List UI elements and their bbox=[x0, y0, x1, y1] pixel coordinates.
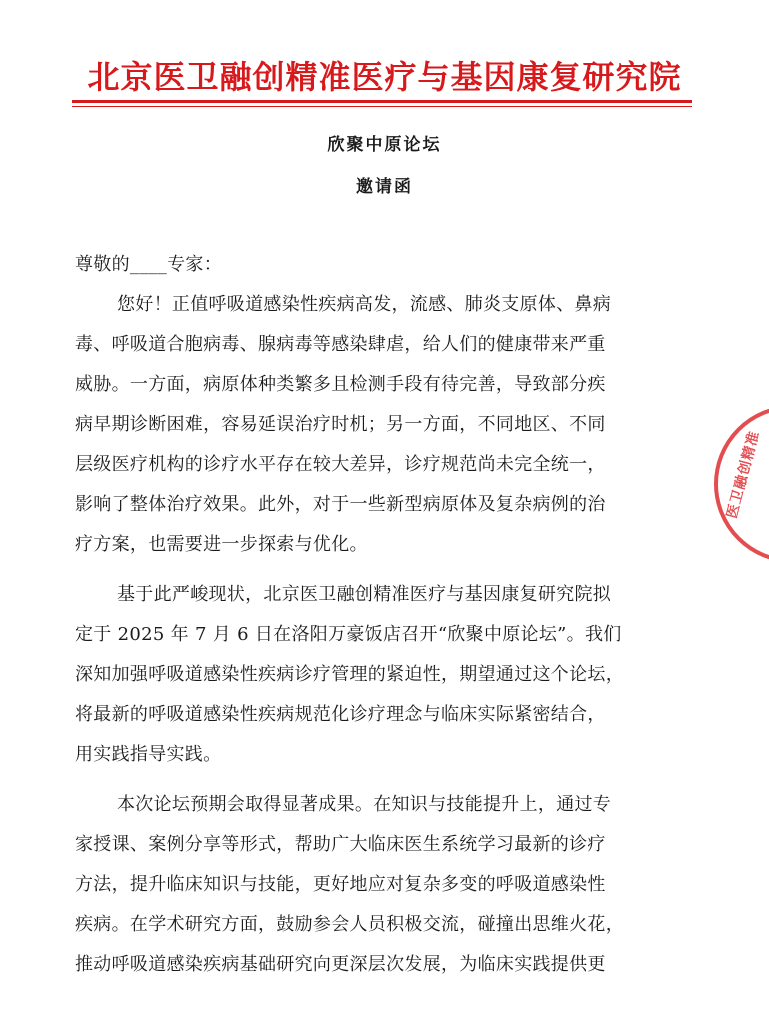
paragraph-2-line: 深知加强呼吸道感染性疾病诊疗管理的紧迫性，期望通过这个论坛， bbox=[75, 664, 624, 685]
paragraph-2-line: 将最新的呼吸道感染性疾病规范化诊疗理念与临床实际紧密结合， bbox=[75, 704, 606, 725]
letterhead-title: 北京医卫融创精准医疗与基因康复研究院 bbox=[87, 58, 682, 96]
seal-text: 医卫融创精准 bbox=[724, 429, 763, 521]
paragraph-1-line: 影响了整体治疗效果。此外，对于一些新型病原体及复杂病例的治 bbox=[75, 494, 606, 515]
salutation: 尊敬的____专家： bbox=[75, 254, 222, 275]
paragraph-1-line: 病早期诊断困难，容易延误治疗时机；另一方面，不同地区、不同 bbox=[75, 414, 606, 435]
letter-body bbox=[75, 245, 690, 985]
paragraph-1-line: 疗方案，也需要进一步探索与优化。 bbox=[75, 534, 368, 555]
paragraph-3-line: 家授课、案例分享等形式，帮助广大临床医生系统学习最新的诊疗 bbox=[75, 834, 606, 855]
letter-type-heading: 邀请函 bbox=[356, 177, 413, 197]
paragraph-3-line: 疾病。在学术研究方面，鼓励参会人员积极交流，碰撞出思维火花， bbox=[75, 914, 624, 935]
paragraph-gap bbox=[75, 775, 690, 785]
paragraph-3-line: 推动呼吸道感染疾病基础研究向更深层次发展，为临床实践提供更 bbox=[75, 954, 606, 975]
forum-name-heading: 欣聚中原论坛 bbox=[327, 135, 442, 155]
official-seal bbox=[714, 405, 769, 563]
paragraph-1-line: 您好！正值呼吸道感染性疾病高发，流感、肺炎支原体、鼻病 bbox=[117, 294, 612, 315]
paragraph-2-line: 用实践指导实践。 bbox=[75, 744, 222, 765]
paragraph-1-line: 毒、呼吸道合胞病毒、腺病毒等感染肆虐，给人们的健康带来严重 bbox=[75, 334, 606, 355]
paragraph-2-line: 定于 2025 年 7 月 6 日在洛阳万豪饭店召开“欣聚中原论坛”。我们 bbox=[75, 624, 622, 645]
paragraph-1-line: 层级医疗机构的诊疗水平存在较大差异，诊疗规范尚未完全统一， bbox=[75, 454, 606, 475]
paragraph-3-line: 方法，提升临床知识与技能，更好地应对复杂多变的呼吸道感染性 bbox=[75, 874, 606, 895]
paragraph-1-line: 威胁。一方面，病原体种类繁多且检测手段有待完善，导致部分疾 bbox=[75, 374, 606, 395]
paragraph-3-line: 本次论坛预期会取得显著成果。在知识与技能提升上，通过专 bbox=[117, 794, 612, 815]
paragraph-gap bbox=[75, 565, 690, 575]
paragraph-2-line: 基于此严峻现状，北京医卫融创精准医疗与基因康复研究院拟 bbox=[117, 584, 612, 605]
letterhead-rule-thick bbox=[72, 100, 692, 103]
letterhead-rule-thin bbox=[72, 106, 692, 107]
